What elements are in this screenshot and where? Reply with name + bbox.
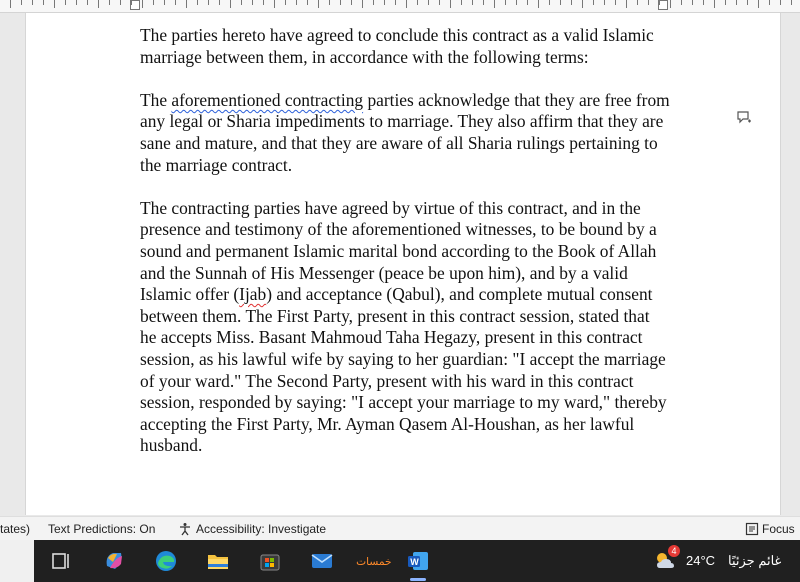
ruler-tick [219, 0, 220, 5]
ruler-tick [252, 0, 253, 5]
ruler-tick [120, 0, 121, 5]
ruler-tick [153, 0, 154, 5]
document-canvas [0, 13, 800, 515]
document-page[interactable] [25, 13, 781, 515]
ruler-tick [692, 0, 693, 5]
text-run: ) and acceptance (Qabul), and complete mutual consent between them. The First Party, present in this contract session, stated that he accepts Miss. Basant Mahmoud Taha Hegazy, present in this contract session, as his lawful wife by saying to her guardian: "I accept the marriage of your ward." The Second Party, present with his ward in this contract session, responded by saying: "I accept your marriage to my ward," thereby accepting the First Party, Mr. Ayman Qasem Al-Houshan, as her lawful husband. [140, 284, 667, 456]
weather-notification-badge: 4 [668, 545, 680, 557]
ruler-tick [318, 0, 319, 8]
ruler-tick [483, 0, 484, 5]
ruler-tick [560, 0, 561, 5]
paragraph[interactable] [140, 25, 670, 68]
temperature-label[interactable]: 24°C [686, 553, 716, 568]
horizontal-ruler[interactable] [0, 0, 800, 13]
ruler-tick [197, 0, 198, 5]
mail-icon[interactable] [309, 548, 335, 574]
focus-label: Focus [762, 522, 795, 536]
ruler-tick [307, 0, 308, 5]
ruler-tick [736, 0, 737, 5]
ruler-tick [439, 0, 440, 5]
text-predictions-status[interactable]: Text Predictions: On [48, 522, 156, 536]
ruler-tick [648, 0, 649, 5]
ruler-tick [780, 0, 781, 5]
grammar-flagged-text[interactable]: aforementioned contracting [171, 89, 364, 110]
ruler-tick [549, 0, 550, 5]
ruler-tick [362, 0, 363, 8]
task-view-icon[interactable] [48, 548, 74, 574]
ruler-tick [76, 0, 77, 5]
ruler-tick [472, 0, 473, 5]
ruler-tick [142, 0, 143, 8]
text-run: parties acknowledge that they are free from any legal or Sharia impediments to marriage. They also affirm that they are sane and mature, and that they are aware of all Sharia rulings pertaining to the marriage contract. [140, 89, 670, 175]
edge-icon[interactable] [153, 548, 179, 574]
windows-taskbar [0, 540, 800, 582]
paragraph[interactable] [140, 198, 670, 457]
copilot-icon[interactable] [101, 548, 127, 574]
ruler-tick [230, 0, 231, 8]
ruler-tick [296, 0, 297, 5]
ruler-tick [769, 0, 770, 5]
language-status[interactable]: tates) [0, 522, 31, 536]
spelling-flagged-text[interactable]: Ijab [239, 284, 267, 305]
ruler-tick [131, 0, 132, 5]
ruler-tick [615, 0, 616, 5]
file-explorer-icon[interactable] [205, 548, 231, 574]
ruler-tick [65, 0, 66, 5]
ruler-tick [582, 0, 583, 8]
ruler-tick [274, 0, 275, 8]
ruler-tick [263, 0, 264, 5]
start-area[interactable] [0, 540, 34, 582]
ruler-tick [714, 0, 715, 8]
ruler-tick [384, 0, 385, 5]
ruler-tick [758, 0, 759, 8]
svg-text:W: W [410, 557, 419, 567]
ruler-tick [329, 0, 330, 5]
svg-text:خمسات: خمسات [356, 555, 392, 569]
text-run: The parties hereto have agreed to conclude this contract as a valid Islamic marriage between them, in accordance with the following terms: [140, 25, 654, 67]
paragraph[interactable] [140, 90, 670, 176]
ruler-tick [494, 0, 495, 8]
ruler-tick [659, 0, 660, 5]
word-active-indicator [410, 578, 426, 581]
ruler-tick [593, 0, 594, 5]
focus-mode-button[interactable] [745, 522, 795, 536]
text-run: The contracting parties have agreed by virtue of this contract, and in the presence and testimony of the aforementioned witnesses, to be bound by a sound and permanent Islamic marital bond according to the Book of Allah and the Sunnah of His Messenger (peace be upon him), and by a valid Islamic offer ( [140, 197, 657, 305]
ruler-tick [725, 0, 726, 5]
app-logo-icon[interactable] [355, 548, 392, 574]
ruler-tick [21, 0, 22, 5]
weather-condition-label[interactable]: غائم جزئيًا [728, 553, 782, 568]
ruler-tick [10, 0, 11, 8]
ruler-tick [241, 0, 242, 5]
ruler-tick [527, 0, 528, 5]
ruler-tick [703, 0, 704, 5]
new-comment-icon[interactable] [736, 110, 752, 126]
text-run: The [140, 89, 172, 110]
accessibility-icon [178, 522, 192, 536]
ruler-tick [670, 0, 671, 8]
ruler-tick [747, 0, 748, 5]
ruler-tick [637, 0, 638, 5]
ruler-tick [450, 0, 451, 8]
ruler-tick [208, 0, 209, 5]
ruler-tick [32, 0, 33, 5]
ruler-tick [538, 0, 539, 8]
ruler-tick [395, 0, 396, 5]
ruler-tick [285, 0, 286, 5]
document-body[interactable] [140, 25, 670, 478]
ruler-tick [626, 0, 627, 8]
accessibility-label: Accessibility: Investigate [196, 522, 327, 536]
ruler-tick [43, 0, 44, 5]
word-icon[interactable] [405, 548, 431, 574]
ruler-tick [87, 0, 88, 5]
accessibility-status[interactable] [178, 522, 326, 536]
ruler-tick [175, 0, 176, 5]
ruler-tick [340, 0, 341, 5]
ruler-tick [417, 0, 418, 5]
store-icon[interactable] [257, 548, 283, 574]
ruler-tick [681, 0, 682, 5]
ruler-tick [98, 0, 99, 8]
ruler-tick [109, 0, 110, 5]
ruler-tick [571, 0, 572, 5]
ruler-tick [164, 0, 165, 5]
ruler-tick [461, 0, 462, 5]
ruler-tick [54, 0, 55, 8]
status-bar [0, 516, 800, 541]
ruler-tick [604, 0, 605, 5]
ruler-tick [406, 0, 407, 8]
ruler-tick [186, 0, 187, 8]
ruler-tick [516, 0, 517, 5]
ruler-tick [428, 0, 429, 5]
focus-icon [745, 522, 759, 536]
ruler-tick [791, 0, 792, 5]
ruler-tick [373, 0, 374, 5]
ruler-tick [505, 0, 506, 5]
ruler-tick [351, 0, 352, 5]
